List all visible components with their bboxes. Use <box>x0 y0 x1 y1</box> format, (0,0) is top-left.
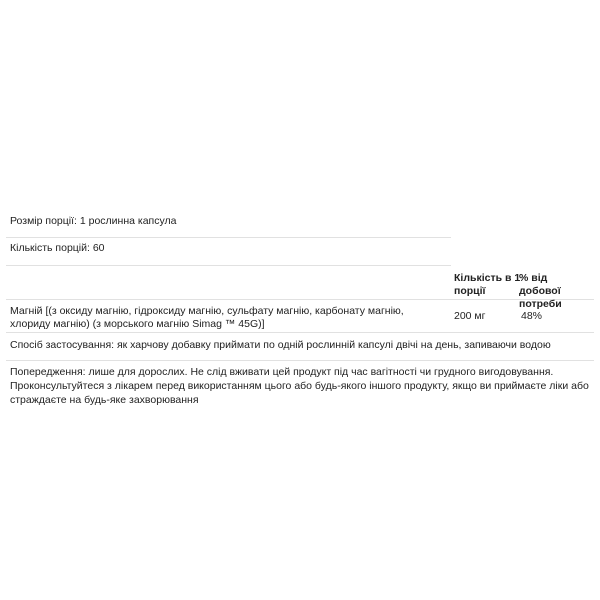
servings-count-row <box>6 238 451 266</box>
nutrient-name: Магній [(з оксиду магнію, гідроксиду магнію, сульфату магнію, карбонату магнію, хлориду магнію) (з морського магнію Simag ™ 45G)] <box>10 305 404 330</box>
amount-per-serving-header: Кількість в 1 порції <box>454 272 521 297</box>
warning-line-2: Проконсультуйтеся з лікарем перед використанням цього або будь-якого іншого продукту, якщо ви приймаєте ліки або страждаєте на будь-яке захворювання <box>10 380 589 406</box>
warning-line-1: Попередження: лише для дорослих. Не слід вживати цей продукт під час вагітності чи грудного вигодовування. <box>10 366 554 378</box>
nutrient-row-magnesium <box>6 300 594 333</box>
serving-size-text: Розмір порції: 1 рослинна капсула <box>10 215 177 227</box>
supplement-facts-panel <box>6 211 594 407</box>
table-header-row <box>6 266 594 310</box>
usage-instructions <box>6 333 594 361</box>
servings-count-text: Кількість порцій: 60 <box>10 242 105 254</box>
nutrient-amount: 200 мг <box>454 310 486 322</box>
nutrient-daily-value: 48% <box>521 310 543 322</box>
daily-value-header: % від добової потреби <box>519 272 562 310</box>
usage-text: Спосіб застосування: як харчову добавку приймати по одній рослинній капсулі двічі на день, запиваючи водою <box>10 339 551 351</box>
serving-size-row <box>6 211 451 238</box>
warning-section <box>6 361 594 407</box>
